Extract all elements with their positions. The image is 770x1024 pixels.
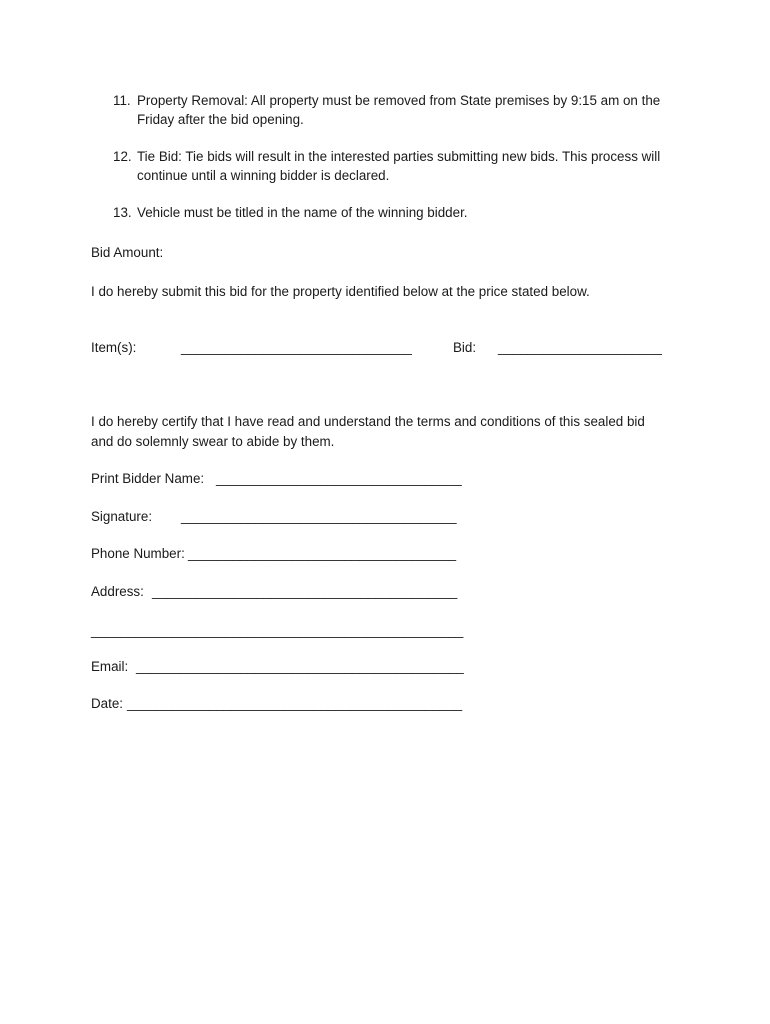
date-field[interactable]: _____________________________________________ (127, 696, 463, 711)
bid-field[interactable]: ______________________ (498, 340, 662, 355)
print-name-label: Print Bidder Name: (91, 471, 205, 486)
items-field[interactable]: _______________________________ (181, 340, 412, 355)
address-line-2-field[interactable]: __________________________________________________ (91, 623, 464, 638)
phone-label: Phone Number: (91, 546, 185, 561)
terms-list (113, 91, 673, 240)
signature-label: Signature: (91, 509, 153, 524)
bid-amount-heading: Bid Amount: (91, 245, 164, 260)
email-label: Email: (91, 659, 129, 674)
email-field[interactable]: ____________________________________________ (136, 659, 464, 674)
bid-label: Bid: (453, 340, 477, 355)
term-text: Vehicle must be titled in the name of the winning bidder. (137, 205, 468, 220)
address-label: Address: (91, 584, 144, 599)
term-text: Property Removal: All property must be removed from State premises by 9:15 am on the Friday after the bid opening. (137, 93, 661, 127)
items-label: Item(s): (91, 340, 137, 355)
term-number: 12. (113, 149, 132, 164)
term-item-12 (113, 147, 673, 185)
submit-statement: I do hereby submit this bid for the property identified below at the price stated below. (91, 284, 590, 299)
term-item-11 (113, 91, 673, 129)
address-field[interactable]: _________________________________________ (152, 584, 458, 599)
print-name-field[interactable]: _________________________________ (216, 471, 462, 486)
term-item-13 (113, 203, 673, 222)
certify-statement-line-1: I do hereby certify that I have read and understand the terms and conditions of this sealed bid (91, 414, 645, 429)
term-text: Tie Bid: Tie bids will result in the interested parties submitting new bids. This process will continue until a winning bidder is declared. (137, 149, 661, 183)
signature-field[interactable]: _____________________________________ (181, 509, 457, 524)
term-number: 13. (113, 205, 132, 220)
term-number: 11. (113, 93, 131, 108)
certify-statement-line-2: and do solemnly swear to abide by them. (91, 434, 335, 449)
phone-field[interactable]: ____________________________________ (188, 546, 457, 561)
date-label: Date: (91, 696, 124, 711)
